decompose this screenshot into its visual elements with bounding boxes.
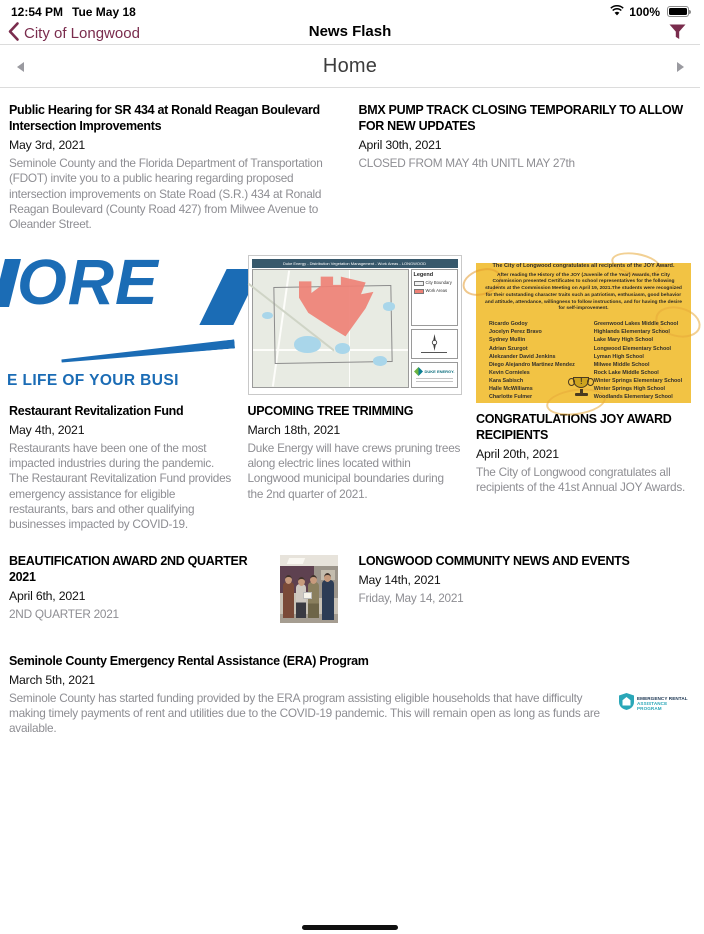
news-item-tree-trimming[interactable]	[248, 255, 462, 533]
right-arrow-icon	[677, 62, 684, 72]
lake-shape	[383, 302, 395, 310]
news-item-body: Friday, May 14, 2021	[358, 590, 464, 605]
photo-person	[322, 580, 334, 620]
news-item-body: Restaurants have been one of the most impacted industries during the pandemic. The Restaurant Revitalization Fund provides emergency assistance for eligible restaurants, bars and other qualifying businesses impacted by COVID-19.	[9, 440, 232, 532]
status-bar	[0, 0, 700, 21]
lake-shape	[294, 336, 320, 352]
tree-trimming-map-image	[248, 255, 462, 395]
restaurant-fund-image	[7, 245, 233, 395]
work-area-swatch	[414, 289, 424, 294]
back-label: City of Longwood	[24, 24, 140, 42]
news-item-title: UPCOMING TREE TRIMMING	[247, 403, 414, 418]
scale-bar	[421, 352, 447, 353]
recipient-school: Longwood Elementary School	[593, 345, 672, 352]
legend-title: Legend	[413, 271, 434, 278]
lake-shape	[373, 356, 387, 365]
ore-logo-text: ORE	[17, 245, 159, 318]
joy-award-image	[476, 263, 691, 403]
news-item-body: Seminole County has started funding provided by the ERA program assisting eligible households that have difficulty making timely payments of rent and utilities due to the COVID-19 pandemic. This will remain open as long as funds are available.	[9, 690, 600, 736]
news-item-era-program[interactable]	[9, 653, 691, 737]
news-item-title: Seminole County Emergency Rental Assistance (ERA) Program	[9, 653, 369, 668]
news-item-restaurant-fund[interactable]	[7, 245, 233, 533]
news-item-joy-award[interactable]	[476, 255, 691, 533]
news-item-beautification[interactable]	[9, 553, 342, 625]
news-item-date: April 30th, 2021	[358, 138, 442, 152]
ore-tagline: E LIFE OF YOUR BUSI	[7, 371, 179, 389]
home-indicator[interactable]	[302, 925, 398, 930]
recipient-name: Kara Sabisch	[489, 378, 524, 384]
filter-icon	[669, 27, 686, 44]
recipient-name: Alekzander David Jenkins	[489, 353, 556, 360]
recipient-name: Kevin Cornieles	[489, 369, 530, 376]
recipient-school: Winter Springs High School	[593, 386, 665, 393]
trophy-icon: !	[568, 377, 595, 399]
page-title: News Flash	[308, 23, 392, 40]
news-item-public-hearing[interactable]	[9, 102, 342, 233]
recipient-name: Adrian Szurgot	[489, 345, 528, 352]
city-boundary-swatch	[414, 281, 424, 286]
beautification-award-photo	[280, 555, 338, 623]
news-item-date: May 4th, 2021	[9, 422, 85, 437]
nav-bar	[0, 21, 700, 45]
duke-energy-text: DUKE ENERGY.	[424, 368, 455, 374]
era-logo-line1: EMERGENCY RENTAL	[637, 696, 688, 702]
photo-certificate	[303, 592, 312, 599]
section-title: Home	[322, 54, 378, 77]
news-item-bmx[interactable]	[359, 102, 692, 233]
news-item-date: April 20th, 2021	[476, 446, 559, 461]
news-item-body: Seminole County and the Florida Department of Transportation (FDOT) invite you to a public hearing regarding proposed intersection improvements on State Road (S.R.) 434 at Ronald Reagan Boulevard (County Road 427) from Milwee Avenue to Oleander Street.	[9, 156, 323, 232]
battery-percent: 100%	[629, 4, 660, 19]
news-item-title: CONGRATULATIONS JOY AWARD RECIPIENTS	[476, 411, 672, 442]
news-item-title: BMX PUMP TRACK CLOSING TEMPORARILY TO ALLOW FOR NEW UPDATES	[358, 103, 683, 133]
news-item-body: CLOSED FROM MAY 4th UNITL MAY 27th	[358, 156, 575, 170]
recipient-school: Winter Springs Elementary School	[593, 378, 683, 384]
recipient-name: Sydney Mullin	[489, 337, 526, 344]
news-item-date: May 14th, 2021	[358, 572, 441, 587]
recipient-school: Lyman High School	[593, 353, 644, 360]
map-title: Duke Energy - Distribution Vegetation Management - Work Areas - LONGWOOD	[252, 259, 458, 268]
lake-shape	[335, 343, 351, 354]
map-area	[252, 269, 409, 388]
status-date: Tue May 18	[72, 4, 136, 19]
news-item-date: March 18th, 2021	[247, 422, 341, 437]
lake-shape	[262, 312, 273, 319]
legend-label: City Boundary	[425, 279, 452, 285]
news-item-title: Public Hearing for SR 434 at Ronald Reagan Boulevard Intersection Improvements	[9, 103, 320, 133]
recipient-school: Greenwood Lakes Middle School	[593, 321, 679, 328]
duke-energy-mark	[414, 367, 423, 376]
recipient-school: Woodlands Elementary School	[593, 394, 673, 401]
news-item-title: BEAUTIFICATION AWARD 2ND QUARTER 2021	[9, 553, 248, 584]
news-item-date: May 3rd, 2021	[9, 138, 86, 152]
map-legend	[411, 269, 458, 326]
recipient-name: Diego Alejandro Martinez Mendez	[489, 361, 575, 368]
legend-label: Work Areas	[425, 287, 448, 293]
news-item-title: Restaurant Revitalization Fund	[9, 403, 184, 418]
era-shield-icon	[619, 693, 634, 715]
news-item-body: The City of Longwood congratulates all recipients of the 41st Annual JOY Awards.	[476, 464, 685, 494]
era-program-logo	[619, 693, 691, 715]
era-logo-line2: ASSISTANCE PROGRAM	[637, 701, 668, 712]
duke-energy-logo	[411, 362, 458, 388]
left-arrow-icon	[17, 62, 24, 72]
prev-category-button[interactable]	[0, 45, 40, 88]
recipient-school: Rock Lake Middle School	[593, 369, 659, 376]
compass-icon	[411, 329, 458, 359]
news-list	[0, 88, 700, 737]
ore-swoosh-graphic	[61, 339, 235, 363]
status-time: 12:54 PM	[11, 4, 64, 19]
news-item-body: Duke Energy will have crews pruning trees along electric lines located within Longwood municipal boundaries during the 2nd quarter of 2021.	[247, 440, 461, 501]
section-header	[0, 45, 700, 88]
recipient-name: Halle McWilliams	[489, 386, 533, 393]
news-item-date: March 5th, 2021	[9, 672, 95, 687]
filter-button[interactable]	[669, 24, 686, 45]
next-category-button[interactable]	[660, 45, 700, 88]
recipient-school: Milwee Middle School	[593, 361, 650, 368]
news-item-community-news[interactable]	[359, 553, 692, 625]
photo-person	[296, 584, 306, 618]
recipient-name: Jocelyn Perez Bravo	[489, 329, 542, 336]
joy-paragraph: After reading the History of the JOY (Juvenile of the Year) Awards, the City Commission presented Certificates to school representatives for the following students at the Commission Meeting on April 19, 2021.The students were recognized for their outstanding character traits such as patriotism, enthusiasm, good behavior and attitude, attendance, willingness to follow instructions, and for having the desire for self-improvement.	[485, 272, 683, 312]
recipient-name: Charlotte Fulmer	[489, 394, 533, 401]
battery-icon	[667, 6, 689, 17]
wifi-icon	[610, 5, 624, 19]
joy-heading: The City of Longwood congratulates all recipients of the JOY Award.	[492, 262, 675, 269]
recipient-name: Ricardo Godoy	[489, 321, 528, 328]
photo-person	[308, 582, 319, 618]
news-item-title: LONGWOOD COMMUNITY NEWS AND EVENTS	[358, 553, 630, 568]
news-item-body: 2ND QUARTER 2021	[9, 606, 119, 621]
recipient-school: Highlands Elementary School	[593, 329, 670, 336]
recipient-school: Lake Mary High School	[593, 337, 654, 344]
photo-person	[283, 582, 294, 618]
news-item-date: April 6th, 2021	[9, 588, 86, 603]
